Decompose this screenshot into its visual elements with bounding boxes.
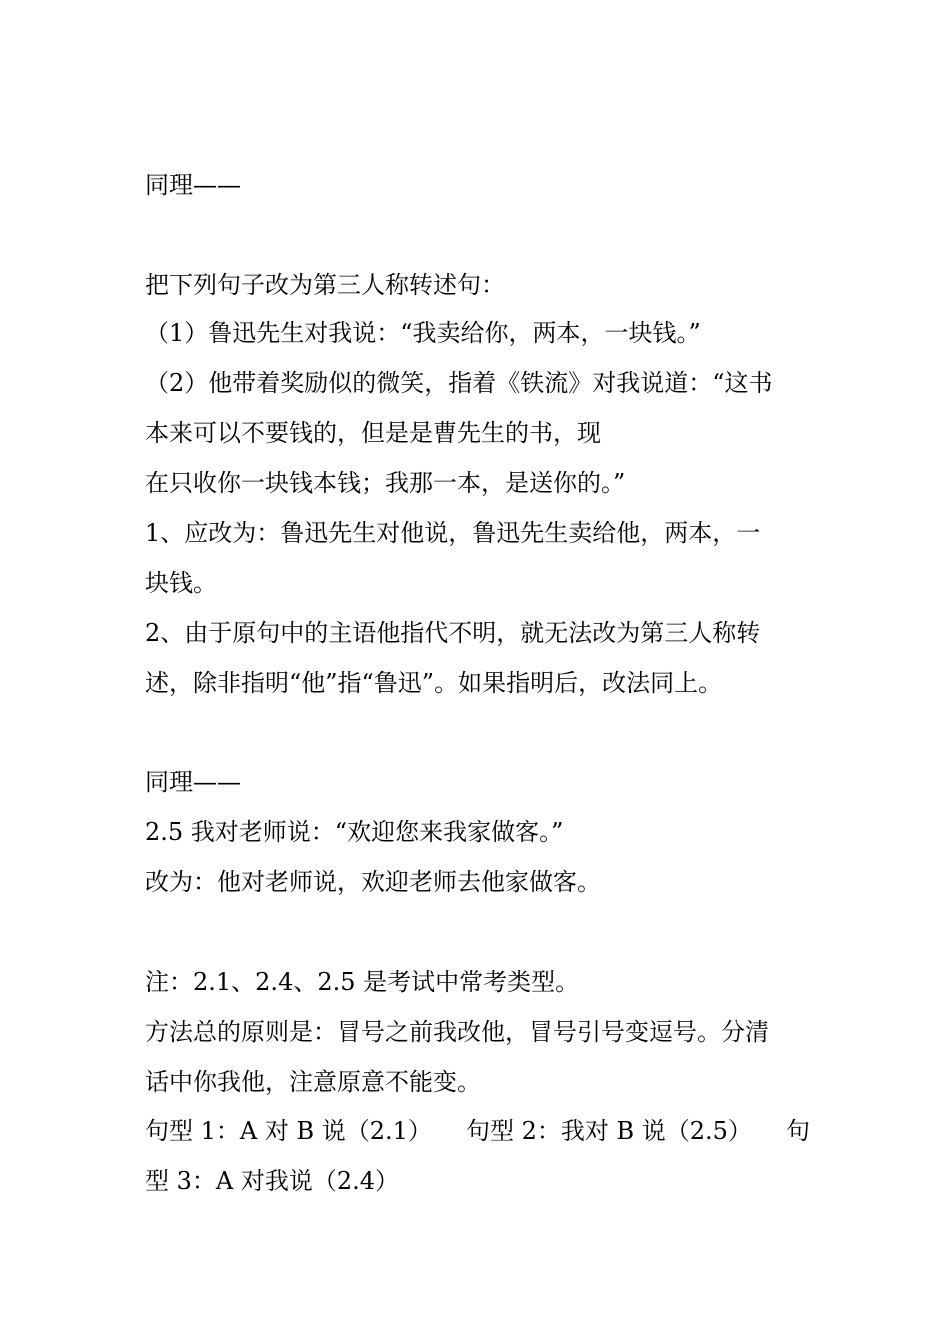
- principle-line2: 话中你我他，注意原意不能变。: [145, 1068, 481, 1096]
- section1-heading: 同理——: [145, 171, 241, 199]
- item2-line1: （2）他带着奖励似的微笑，指着《铁流》对我说道：“这书: [145, 369, 773, 397]
- item2-line2: 本来可以不要钱的，但是是曹先生的书，现: [145, 419, 601, 447]
- pattern3-continuation: 型 3：A 对我说（2.4）: [145, 1167, 400, 1195]
- pattern3-start: 句: [785, 1117, 810, 1145]
- example-answer: 改为：他对老师说，欢迎老师去他家做客。: [145, 868, 601, 896]
- pattern2-text: 句型 2：我对 B 说（2.5）: [465, 1117, 752, 1145]
- principle-line1: 方法总的原则是：冒号之前我改他，冒号引号变逗号。分清: [145, 1018, 769, 1046]
- item1-text: （1）鲁迅先生对我说：“我卖给你，两本，一块钱。”: [145, 319, 701, 347]
- note-text: 注：2.1、2.4、2.5 是考试中常考类型。: [145, 968, 580, 996]
- item2-line3: 在只收你一块钱本钱；我那一本，是送你的。”: [145, 469, 626, 497]
- example-text: 2.5 我对老师说：“欢迎您来我家做客。”: [145, 818, 564, 846]
- answer2-line2: 述，除非指明“他”指“鲁迅”。如果指明后，改法同上。: [145, 669, 723, 697]
- section2-heading: 同理——: [145, 768, 241, 796]
- answer1-line1: 1、应改为：鲁迅先生对他说，鲁迅先生卖给他，两本，一: [145, 519, 761, 547]
- instruction-text: 把下列句子改为第三人称转述句：: [145, 271, 505, 299]
- answer2-line1: 2、由于原句中的主语他指代不明，就无法改为第三人称转: [145, 619, 761, 647]
- sentence-patterns-row: [145, 1116, 810, 1146]
- answer1-line2: 块钱。: [145, 569, 217, 597]
- pattern1-text: 句型 1：A 对 B 说（2.1）: [145, 1117, 432, 1145]
